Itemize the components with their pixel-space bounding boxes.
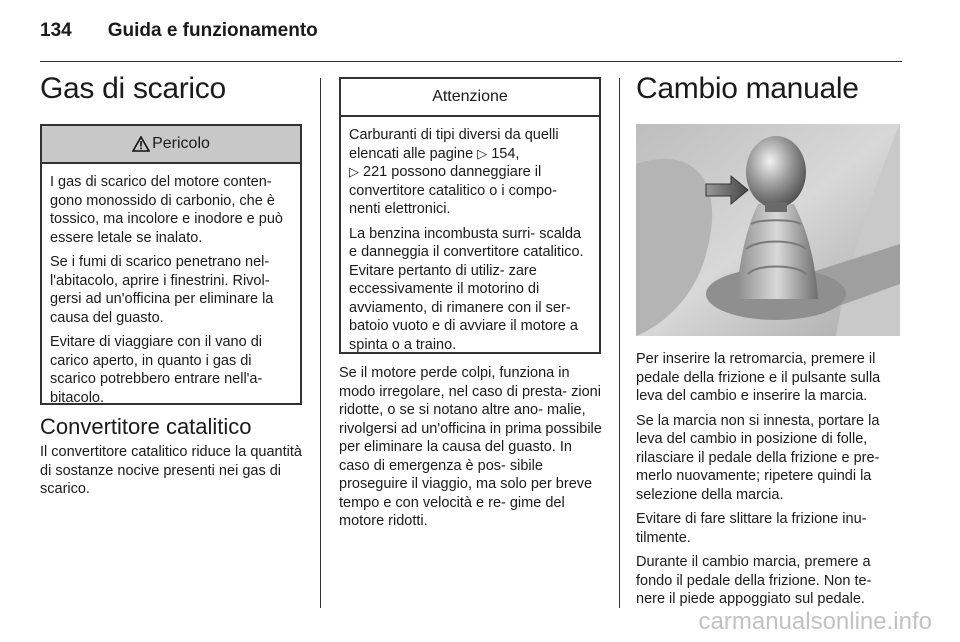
misfire-paragraph: Se il motore perde colpi, funziona in modo irregolare, nel caso di presta- zioni ridotte, o se si notano altre ano- malie, rivolgersi ad un'officina in prima possibile per eliminare la causa del guasto. In caso di emergenza è pos- sibile proseguire il viaggio, ma solo per breve tempo e con velocità e re- gime del motore ridotti. [339,365,602,529]
attention-box [339,77,601,354]
manual-gearbox-text [636,350,902,615]
attention-text: Carburanti di tipi diversi da quelli elencati alle pagine [349,127,559,162]
section-title: Guida e funzionamento [107,20,318,41]
danger-box [40,124,302,405]
danger-paragraph: I gas di scarico del motore conten- gono monossido di carbonio, che è tossico, ma incolore e inodore e può essere letale se inalato. [50,174,283,246]
catalytic-subtitle: Convertitore catalitico [40,414,252,439]
attention-paragraph [349,126,591,219]
attention-box-header [341,79,599,117]
page-ref-arrow-icon: ▷ [349,164,359,179]
column-divider-right [619,78,620,608]
header-rule [40,61,902,62]
manual-gearbox-title: Cambio manuale [636,72,859,105]
attention-box-heading: Attenzione [432,88,508,105]
column-divider-left [320,78,321,608]
page-ref-arrow-icon: ▷ [477,145,488,161]
attention-paragraph: La benzina incombusta surri- scalda e danneggia il convertitore catalitico. Evitare pertanto di utiliz- zare eccessivamente il motorino di avviamento, di rimanere con il ser- batoio vuoto e di avviare il motore a spinta o a traino. [349,225,584,353]
warning-triangle-icon [132,136,150,152]
danger-box-header [42,126,300,164]
gearbox-paragraph: Evitare di fare slittare la frizione inu- tilmente. [636,511,867,546]
page-header [40,20,318,42]
danger-box-heading: Pericolo [152,135,210,152]
gear-lever-illustration [636,124,900,336]
danger-paragraph: Se i fumi di scarico penetrano nel- l'abitacolo, aprire i finestrini. Rivol- gersi ad un'officina per eliminare la causa del guasto. [50,254,274,326]
page-number: 134 [40,20,72,41]
gearbox-paragraph: Durante il cambio marcia, premere a fondo il pedale della frizione. Non te- nere il piede appoggiato sul pedale. [636,554,872,607]
danger-paragraph: Evitare di viaggiare con il vano di carico aperto, in quanto i gas di scarico potrebbero entrare nell'a- bitacolo. [50,334,263,406]
exhaust-title: Gas di scarico [40,72,226,105]
gearbox-paragraph: Se la marcia non si innesta, portare la leva del cambio in posizione di folle, rilasciare il pedale della frizione e pre- merlo nuovamente; ripetere quindi la selezione della marcia. [636,412,880,503]
gearbox-paragraph: Per inserire la retromarcia, premere il pedale della frizione e il pulsante sulla leva del cambio e inserire la marcia. [636,351,881,404]
watermark: carmanualsonline.info [698,608,932,635]
gear-lever-image [636,124,900,336]
page-ref-link[interactable]: 154, [491,145,520,162]
catalytic-paragraph: Il convertitore catalitico riduce la quantità di sostanze nocive presenti nei gas di scarico. [40,444,302,497]
page-ref-link[interactable]: 221 [363,164,388,180]
attention-text: possono danneggiare il convertitore catalitico o i compo- nenti elettronici. [349,164,557,217]
